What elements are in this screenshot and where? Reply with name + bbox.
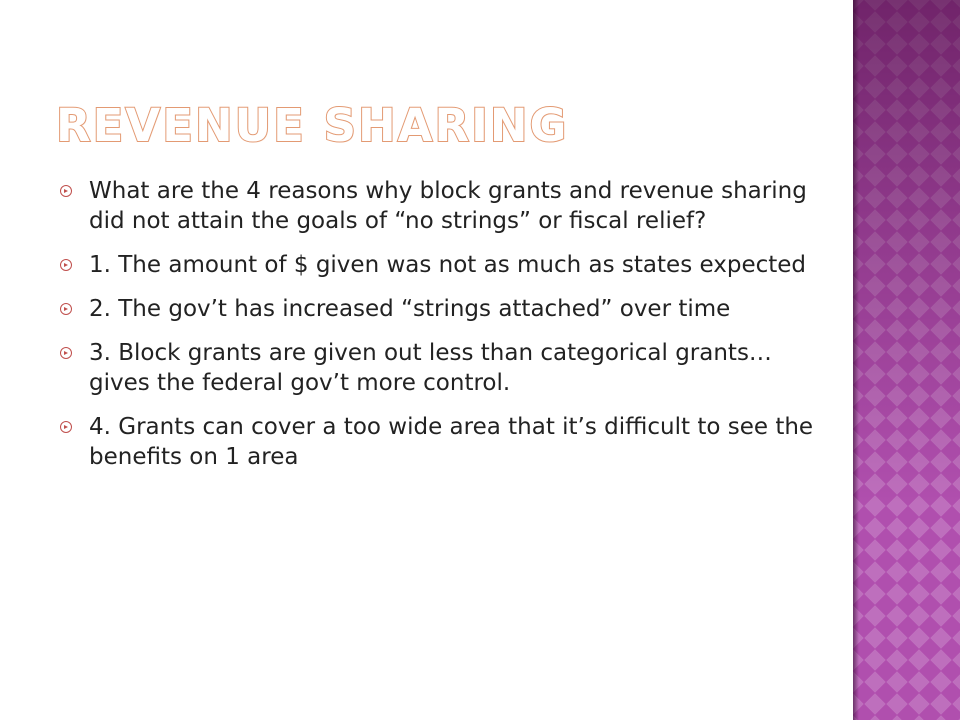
bullet-item-reason-4 — [60, 412, 820, 472]
circle-arrow-bullet-icon — [60, 347, 72, 359]
circle-arrow-bullet-icon — [60, 185, 72, 197]
bullet-text: 2. The gov’t has increased “strings attached” over time — [89, 296, 731, 322]
side-panel-shadow — [853, 0, 859, 720]
bullet-list — [60, 176, 820, 486]
bullet-text: 4. Grants can cover a too wide area that it’s difficult to see the benefits on 1 area — [89, 414, 814, 470]
bullet-text: 3. Block grants are given out less than categorical grants…gives the federal gov’t more control. — [89, 340, 772, 396]
circle-arrow-bullet-icon — [60, 303, 72, 315]
bullet-text: 1. The amount of $ given was not as much as states expected — [89, 252, 807, 278]
bullet-item-question — [60, 176, 820, 236]
circle-arrow-bullet-icon — [60, 259, 72, 271]
bullet-item-reason-3 — [60, 338, 820, 398]
bullet-text: What are the 4 reasons why block grants and revenue sharing did not attain the goals of “no strings” or fiscal relief? — [89, 178, 807, 234]
decorative-side-panel — [853, 0, 960, 720]
bullet-item-reason-1 — [60, 250, 820, 280]
circle-arrow-bullet-icon — [60, 421, 72, 433]
bullet-item-reason-2 — [60, 294, 820, 324]
slide-title: REVENUE SHARING — [56, 99, 569, 152]
